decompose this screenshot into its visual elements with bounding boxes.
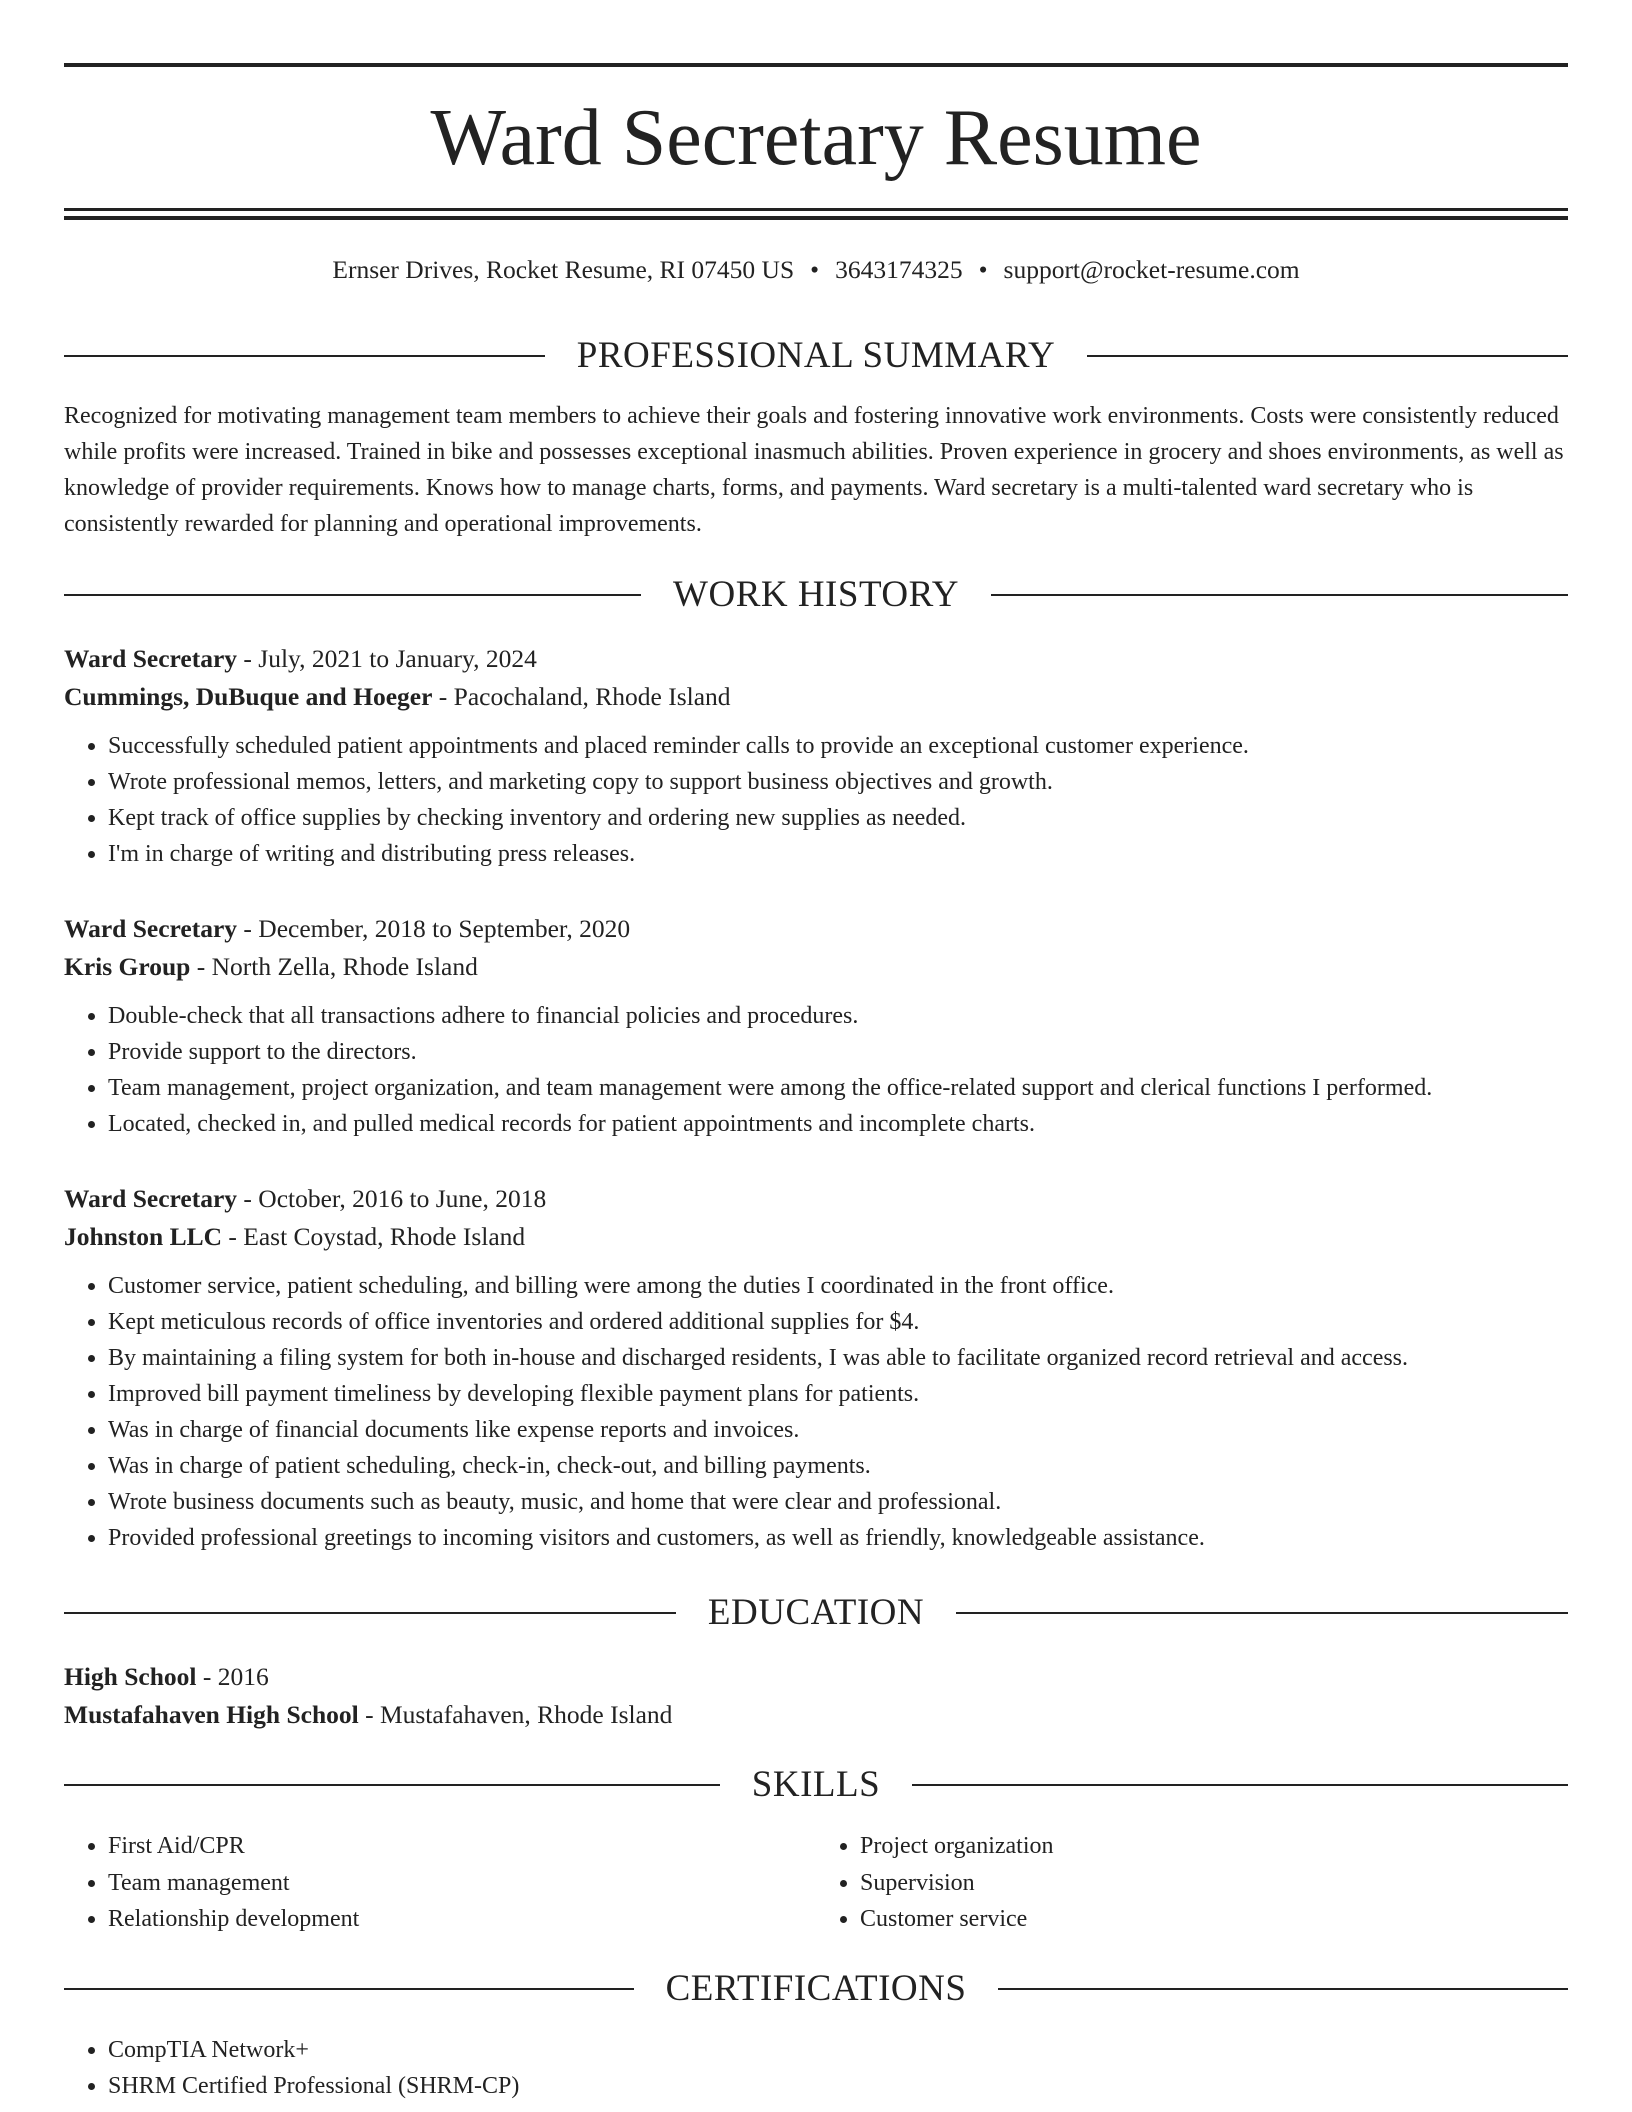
job-dates: - December, 2018 to September, 2020 bbox=[237, 914, 631, 943]
certification-item: • CompTIA Network+ bbox=[108, 2032, 1568, 2068]
education-school: Mustafahaven High School bbox=[64, 1700, 359, 1729]
contact-phone: 3643174325 bbox=[835, 255, 963, 284]
skills-column-right bbox=[816, 1828, 1568, 1938]
skills-column-left bbox=[64, 1828, 816, 1938]
heading-rule-right bbox=[998, 1988, 1568, 1990]
job-duties-list bbox=[64, 998, 1568, 1142]
heading-rule-right bbox=[956, 1612, 1568, 1614]
list-item: • Improved bill payment timeliness by developing flexible payment plans for patients. bbox=[108, 1376, 1568, 1412]
skill-item: • Team management bbox=[108, 1865, 816, 1902]
education-degree: High School bbox=[64, 1662, 197, 1691]
certifications-list bbox=[64, 2032, 1568, 2104]
list-item: • By maintaining a filing system for both in-house and discharged residents, I was able to facilitate organized record retrieval and access. bbox=[108, 1340, 1568, 1376]
work-history-heading-label: WORK HISTORY bbox=[673, 574, 959, 615]
job-location: - Pacochaland, Rhode Island bbox=[432, 682, 731, 711]
education-entry bbox=[64, 1658, 1568, 1734]
heading-rule-right bbox=[1087, 355, 1568, 357]
heading-rule-right bbox=[991, 594, 1568, 596]
skill-item: • Customer service bbox=[860, 1901, 1568, 1938]
education-heading-label: EDUCATION bbox=[707, 1592, 925, 1633]
job-company: Kris Group bbox=[64, 952, 191, 981]
skill-item: • First Aid/CPR bbox=[108, 1828, 816, 1865]
list-item: • Wrote business documents such as beauty, music, and home that were clear and professional. bbox=[108, 1484, 1568, 1520]
skill-item: • Relationship development bbox=[108, 1901, 816, 1938]
job-title-line bbox=[64, 910, 1568, 948]
summary-heading bbox=[64, 334, 1568, 378]
contact-address: Ernser Drives, Rocket Resume, RI 07450 US bbox=[332, 255, 795, 284]
heading-rule-left bbox=[64, 1612, 676, 1614]
list-item: • Successfully scheduled patient appointments and placed reminder calls to provide an exceptional customer experience. bbox=[108, 728, 1568, 764]
job-company-line bbox=[64, 948, 1568, 986]
list-item: • I'm in charge of writing and distributing press releases. bbox=[108, 836, 1568, 872]
list-item: • Located, checked in, and pulled medical records for patient appointments and incomplete charts. bbox=[108, 1106, 1568, 1142]
job-dates: - July, 2021 to January, 2024 bbox=[237, 644, 537, 673]
list-item: • Double-check that all transactions adhere to financial policies and procedures. bbox=[108, 998, 1568, 1034]
contact-line bbox=[64, 254, 1568, 286]
job-location: - East Coystad, Rhode Island bbox=[222, 1222, 526, 1251]
education-location: - Mustafahaven, Rhode Island bbox=[358, 1700, 673, 1729]
list-item: • Team management, project organization, and team management were among the office-related support and clerical functions I performed. bbox=[108, 1070, 1568, 1106]
list-item: • Was in charge of financial documents like expense reports and invoices. bbox=[108, 1412, 1568, 1448]
list-item: • Wrote professional memos, letters, and marketing copy to support business objectives and growth. bbox=[108, 764, 1568, 800]
education-year: - 2016 bbox=[196, 1662, 269, 1691]
job-duties-list bbox=[64, 1268, 1568, 1556]
list-item: • Customer service, patient scheduling, and billing were among the duties I coordinated in the front office. bbox=[108, 1268, 1568, 1304]
skills-list bbox=[64, 1828, 1568, 1938]
skills-heading-label: SKILLS bbox=[751, 1764, 881, 1805]
job-company: Cummings, DuBuque and Hoeger bbox=[64, 682, 433, 711]
job-title-line bbox=[64, 1180, 1568, 1218]
resume-title: Ward Secretary Resume bbox=[430, 94, 1202, 182]
contact-separator: • bbox=[978, 255, 988, 284]
skill-item: • Supervision bbox=[860, 1865, 1568, 1902]
job-title: Ward Secretary bbox=[64, 914, 238, 943]
job-company-line bbox=[64, 678, 1568, 716]
heading-rule-right bbox=[912, 1784, 1568, 1786]
job-duties-list bbox=[64, 728, 1568, 872]
certifications-items bbox=[64, 2032, 1568, 2104]
job-location: - North Zella, Rhode Island bbox=[190, 952, 478, 981]
contact-separator: • bbox=[810, 255, 820, 284]
title-rule-upper bbox=[64, 208, 1568, 211]
list-item: • Kept track of office supplies by checking inventory and ordering new supplies as needed. bbox=[108, 800, 1568, 836]
summary-text: Recognized for motivating management team members to achieve their goals and fostering innovative work environments. Costs were consistently reduced while profits were increased. Trained in bike and possesses exceptional inasmuch abilities. Proven experience in grocery and shoes environments, as well as knowledge of provider requirements. Knows how to manage charts, forms, and payments. Ward secretary is a multi-talented ward secretary who is consistently rewarded for planning and operational improvements. bbox=[64, 403, 1564, 537]
education-degree-line bbox=[64, 1658, 1568, 1696]
certification-item: • SHRM Certified Professional (SHRM-CP) bbox=[108, 2068, 1568, 2104]
list-item: • Kept meticulous records of office inventories and ordered additional supplies for $4. bbox=[108, 1304, 1568, 1340]
job-title-line bbox=[64, 640, 1568, 678]
job-company: Johnston LLC bbox=[64, 1222, 223, 1251]
job-title: Ward Secretary bbox=[64, 1184, 238, 1213]
skill-item: • Project organization bbox=[860, 1828, 1568, 1865]
job-entry bbox=[64, 640, 1568, 872]
heading-rule-left bbox=[64, 1784, 720, 1786]
list-item: • Provided professional greetings to incoming visitors and customers, as well as friendly, knowledgeable assistance. bbox=[108, 1520, 1568, 1556]
contact-email: support@rocket-resume.com bbox=[1003, 255, 1300, 284]
list-item: • Was in charge of patient scheduling, check-in, check-out, and billing payments. bbox=[108, 1448, 1568, 1484]
summary-heading-label: PROFESSIONAL SUMMARY bbox=[576, 335, 1056, 376]
job-company-line bbox=[64, 1218, 1568, 1256]
education-heading bbox=[64, 1591, 1568, 1635]
job-title: Ward Secretary bbox=[64, 644, 238, 673]
top-rule bbox=[64, 63, 1568, 67]
education-school-line bbox=[64, 1696, 1568, 1734]
heading-rule-left bbox=[64, 355, 545, 357]
job-entry bbox=[64, 1180, 1568, 1556]
work-history-heading bbox=[64, 573, 1568, 617]
job-dates: - October, 2016 to June, 2018 bbox=[237, 1184, 547, 1213]
heading-rule-left bbox=[64, 594, 641, 596]
certifications-heading bbox=[64, 1967, 1568, 2011]
certifications-heading-label: CERTIFICATIONS bbox=[665, 1968, 967, 2009]
list-item: • Provide support to the directors. bbox=[108, 1034, 1568, 1070]
skills-heading bbox=[64, 1763, 1568, 1807]
title-rule-lower bbox=[64, 216, 1568, 220]
job-entry bbox=[64, 910, 1568, 1142]
heading-rule-left bbox=[64, 1988, 634, 1990]
